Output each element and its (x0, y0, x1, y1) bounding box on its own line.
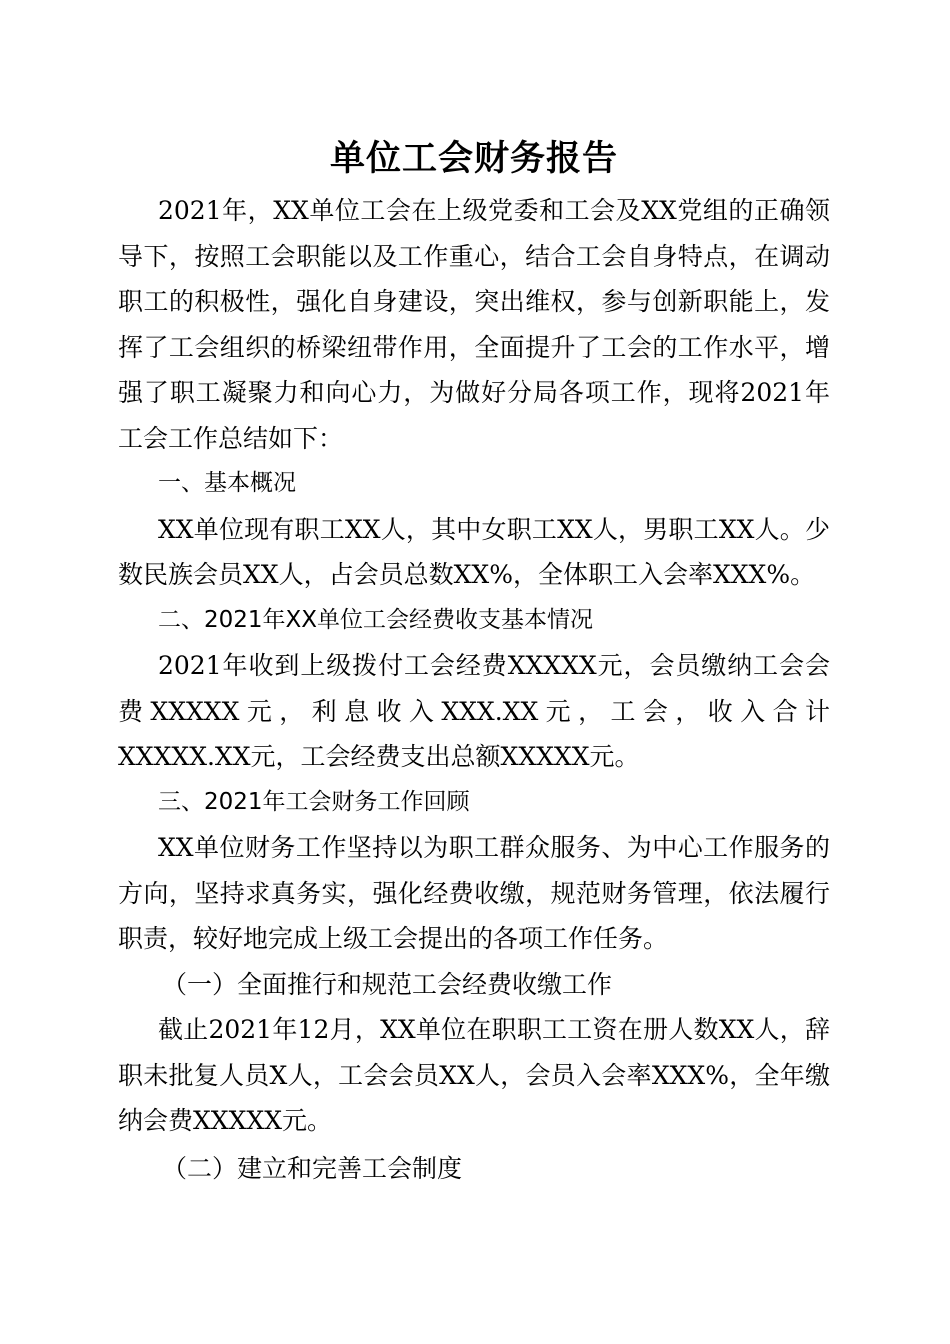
section-heading-overview: 一、基本概况 (158, 470, 296, 496)
section-heading-funds: 二、2021年XX单位工会经费收支基本情况 (158, 606, 594, 633)
subsection-heading-collection: （一）全面推行和规范工会经费收缴工作 (162, 969, 613, 999)
subsection-body-collection: 截止2021年12月，XX单位在职职工工资在册人数XX人，辞职未批复人员X人，工会会员XX人，会员入会率XXX%，全年缴纳会费XXXXX元。 (118, 1015, 830, 1135)
section-body-review: XX单位财务工作坚持以为职工群众服务、为中心工作服务的方向，坚持求真务实，强化经费收缴，规范财务管理，依法履行职责，较好地完成上级工会提出的各项工作任务。 (118, 833, 830, 953)
document-title: 单位工会财务报告 (329, 138, 618, 179)
section-body-overview: XX单位现有职工XX人，其中女职工XX人，男职工XX人。少数民族会员XX人，占会员总数XX%，全体职工入会率XXX%。 (118, 514, 830, 589)
section-heading-review: 三、2021年工会财务工作回顾 (158, 788, 470, 815)
section-body-funds: 2021年收到上级拨付工会经费XXXXX元，会员缴纳工会会费XXXXX元，利息收入XXX.XX元，工会，收入合计XXXXX.XX元，工会经费支出总额XXXXX元。 (118, 651, 830, 771)
document-page (118, 130, 830, 1191)
intro-paragraph: 2021年，XX单位工会在上级党委和工会及XX党组的正确领导下，按照工会职能以及工作重心，结合工会自身特点，在调动职工的积极性，强化自身建设，突出维权，参与创新职能上，发挥了工会组织的桥梁纽带作用，全面提升了工会的工作水平，增强了职工凝聚力和向心力，为做好分局各项工作，现将2021年工会工作总结如下： (118, 196, 830, 453)
subsection-heading-system: （二）建立和完善工会制度 (162, 1153, 463, 1183)
